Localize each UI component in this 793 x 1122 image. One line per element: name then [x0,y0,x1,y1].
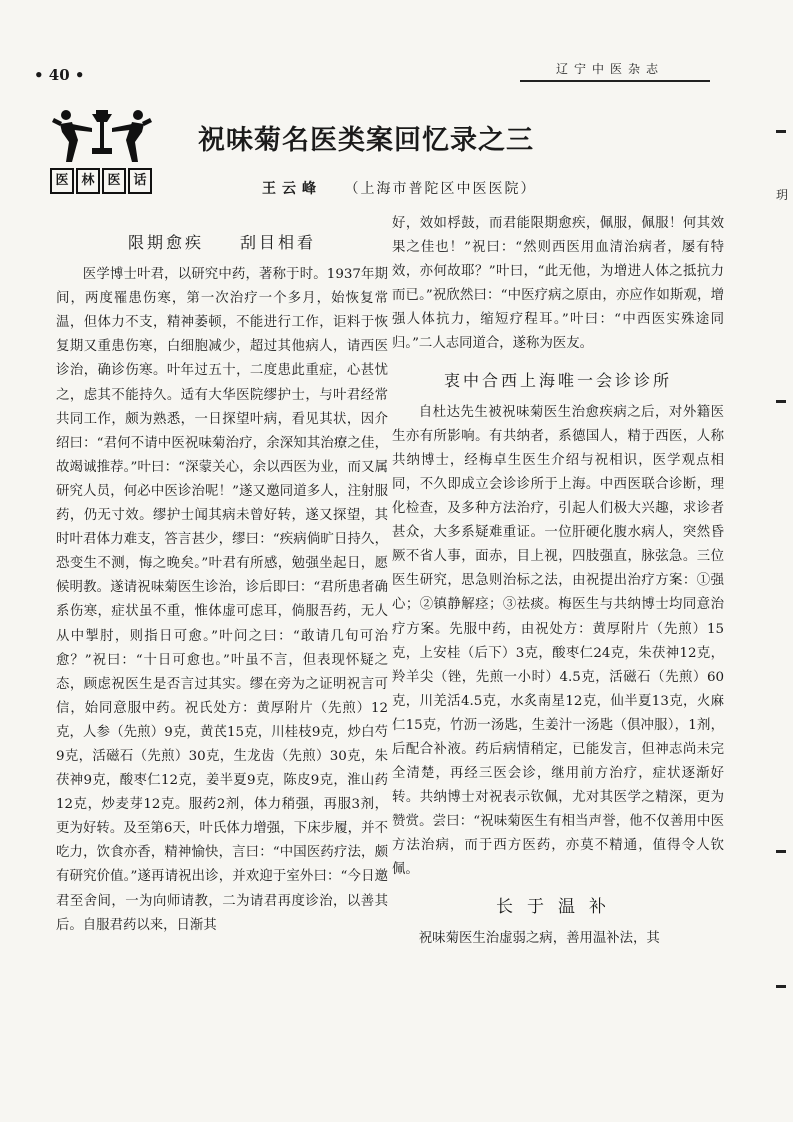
section-heading-part: 刮目相看 [240,233,317,252]
right-column [392,212,724,951]
logo-char: 话 [128,168,152,194]
section-heading: 衷中合西上海唯一会诊诊所 [443,370,672,390]
edge-mark [776,130,786,133]
author-name: 王云峰 [262,181,322,197]
edge-mark [776,400,786,403]
paragraph: 好，效如桴鼓，而君能限期愈疾，佩服，佩服！何其效果之佳也！”祝曰：“然则西医用血清治病者，屡有特效，亦何故耶？”叶曰，“此无他，为增进人体之抵抗力而已。”祝欣然曰：“中医疗病之原由，亦应作如斯观，增强人体抗力，缩短疗程耳。”叶曰：“中西医实殊途同归。”二人志同道合，遂称为医友。 [392,216,724,352]
edge-mark [776,985,786,988]
section-heading-part: 限期愈疾 [127,233,204,252]
logo-char: 医 [102,168,126,194]
journal-name: 辽宁中医杂志 [556,62,665,76]
edge-char: 玥 [776,188,789,202]
paragraph: 祝味菊医生治虚弱之病，善用温补法，其 [418,930,660,946]
column-logo-figure-icon [52,106,152,166]
column-logo [48,104,156,194]
logo-char: 林 [76,168,100,194]
column-logo-text [50,168,154,194]
section-heading [56,231,388,255]
logo-char: 医 [50,168,74,194]
article-title: 祝味菊名医类案回忆录之三 [198,125,534,156]
page-number: • 40 • [34,66,85,84]
author-affiliation: （上海市普陀区中医医院） [344,181,537,197]
byline [262,178,536,198]
edge-mark [776,850,786,853]
left-column [56,225,388,938]
paragraph: 自杜达先生被祝味菊医生治愈疾病之后，对外籍医生亦有所影响。有共纳者，系德国人，精于西医，人称共纳博士，经梅卓生医生介绍与祝相识，医学观点相同，不久即成立会诊诊所于上海。中西医联合诊断，理化检查，及多种方法治疗，引起人们极大兴趣，求诊者甚众，大多系疑难重证。一位肝硬化腹水病人，突然昏厥不省人事，面赤，目上视，四肢强直，脉弦急。三位医生研究，思急则治标之法，由祝提出治疗方案：①强心；②镇静解痉；③祛痰。梅医生与共纳博士均同意治疗方案。先服中药，由祝处方：黄厚附片（先煎）15克，上安桂（后下）3克，酸枣仁24克，朱茯神12克，羚羊尖（锉，先煎一小时）4.5克，活磁石（先煎）60克，川羌活4.5克，水炙南星12克，仙半夏13克，火麻仁15克，竹沥一汤匙，生姜汁一汤匙（倶冲服），1剂，后配合补液。药后病情稍定，已能发言，但神志尚未完全清楚，再经三医会诊，继用前方治疗，症状逐渐好转。共纳博士对祝表示钦佩，尤对其医学之精深，更为赞赏。尝曰：“祝味菊医生有相当声誉，他不仅善用中医方法治病，而于西方医药，亦莫不精通，值得令人钦佩。 [392,404,724,878]
section-heading: 长于温补 [496,896,620,917]
header-rule [520,80,710,82]
paragraph: 医学博士叶君，以研究中药，著称于时。1937年期间，两度罹患伤寒，第一次治疗一个多月，始恢复常温，但体力不支，精神萎顿，不能进行工作，讵料于恢复期又重患伤寒，白细胞减少，超过其他病人，请西医诊治，确诊伤寒。叶年过五十，二度患此重症，心甚忧之，虑其不能持久。适有大华医院缪护士，与叶君经常共同工作，颇为熟悉，一日探望叶病，看见其状，因介绍曰：“君何不请中医祝味菊治疗，余深知其治療之佳，故竭诚推荐。”叶曰：“深蒙关心，余以西医为业，而又属研究人员，何必中医诊治呢！”遂又邀同道多人，注射服药，仍无寸效。缪护士闻其病未曾好转，遂又探望，其时叶君体力难支，答言甚少，缪曰：“疾病倘旷日持久，恐变生不测，悔之晚矣。”叶君有所感，勉强坐起日，愿候明教。遂请祝味菊医生诊治，诊后即曰：“君所患者确系伤寒，症状虽不重，惟体虚可虑耳，倘服吾药，无人从中掣肘，则指日可愈。”叶问之曰：“敢请几旬可治愈？”祝曰：“十日可愈也。”叶虽不言，但表现怀疑之态，顾虑祝医生是否言过其实。缪在旁为之证明祝言可信，始同意服中药。祝氏处方：黄厚附片（先煎）12克，人参（先煎）9克，黄芪15克，川桂枝9克，炒白芍9克，活磁石（先煎）30克，生龙齿（先煎）30克，朱茯神9克，酸枣仁12克，姜半夏9克，陈皮9克，淮山药12克，炒麦芽12克。服药2剂，体力稍强，再服3剂，更为好转。及至第6天，叶氏体力增强，下床步履，并不吃力，饮食亦香，精神愉快，言曰：“中国医药疗法，颇有研究价值。”遂再请祝出诊，并欢迎于室外曰：“今日邀君至舍间，一为向师请教，二为请君再度诊治，以善其后。自服君药以来，日渐其 [56,267,388,933]
